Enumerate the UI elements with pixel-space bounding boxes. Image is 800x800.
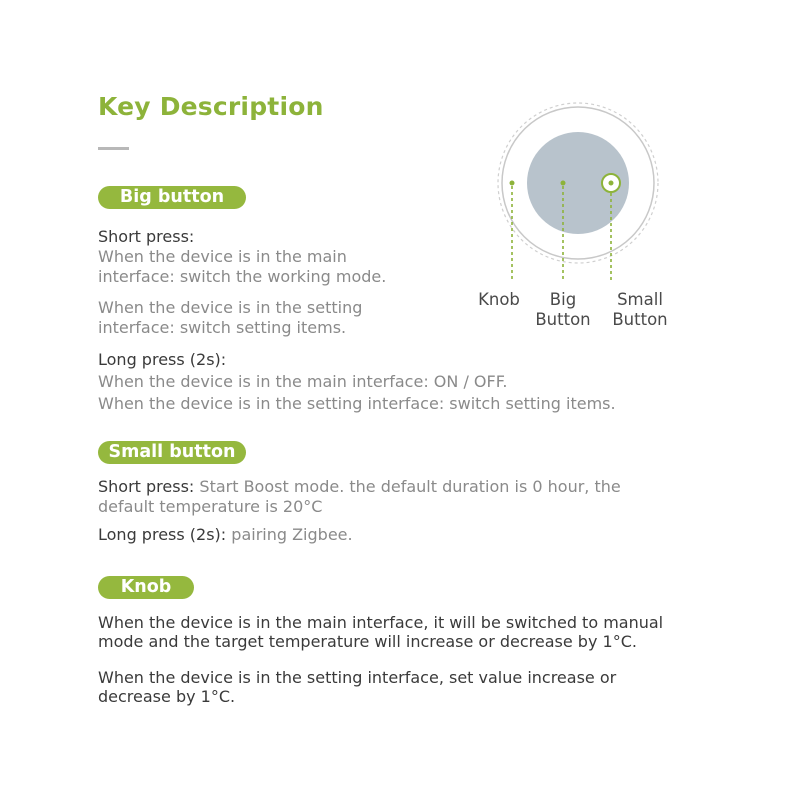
knob-label: Knob [478, 290, 520, 309]
big-button-dot [561, 181, 566, 186]
big-button-long-press-title: Long press (2s): [98, 350, 227, 369]
big-button-short-press-main-line1: When the device is in the main [98, 247, 347, 266]
small-button-pill: Small button [98, 441, 246, 464]
knob-setting-line1: When the device is in the setting interface, set value increase or [98, 668, 617, 687]
big-button-label-line1: Big [549, 290, 577, 309]
knob-pill: Knob [98, 576, 194, 599]
knob-main-line1: When the device is in the main interface, it will be switched to manual [98, 613, 664, 632]
small-button-label-line1: Small [617, 290, 663, 309]
knob-setting-line2: decrease by 1°C. [98, 687, 236, 706]
page-title: Key Description [98, 92, 324, 121]
title-underline [98, 147, 129, 150]
small-button-short-press-title: Short press: [98, 477, 195, 496]
big-button-long-press-main: When the device is in the main interface: ON / OFF. [98, 372, 508, 391]
big-button-long-press-setting: When the device is in the setting interface: switch setting items. [98, 394, 616, 413]
small-button-short-press-line1 [98, 477, 621, 497]
big-button-short-press-setting-line2: interface: switch setting items. [98, 318, 347, 337]
big-button-label-line2: Button [535, 310, 591, 329]
small-button-long-press-title: Long press (2s): [98, 525, 227, 544]
big-button-short-press-main-line2: interface: switch the working mode. [98, 267, 387, 286]
small-button-short-press-text: Start Boost mode. the default duration is 0 hour, the [199, 477, 621, 496]
small-button-long-press-text: pairing Zigbee. [231, 525, 353, 544]
small-button-long-press [98, 525, 353, 545]
small-button-label-line2: Button [612, 310, 668, 329]
small-button-dot [609, 181, 614, 186]
big-button-pill: Big button [98, 186, 246, 209]
big-button-short-press-title: Short press: [98, 227, 195, 246]
big-button-short-press-setting-line1: When the device is in the setting [98, 298, 363, 317]
device-diagram [470, 100, 680, 340]
knob-dot [510, 181, 515, 186]
knob-main-line2: mode and the target temperature will increase or decrease by 1°C. [98, 632, 637, 651]
small-button-short-press-line2: default temperature is 20°C [98, 497, 323, 516]
